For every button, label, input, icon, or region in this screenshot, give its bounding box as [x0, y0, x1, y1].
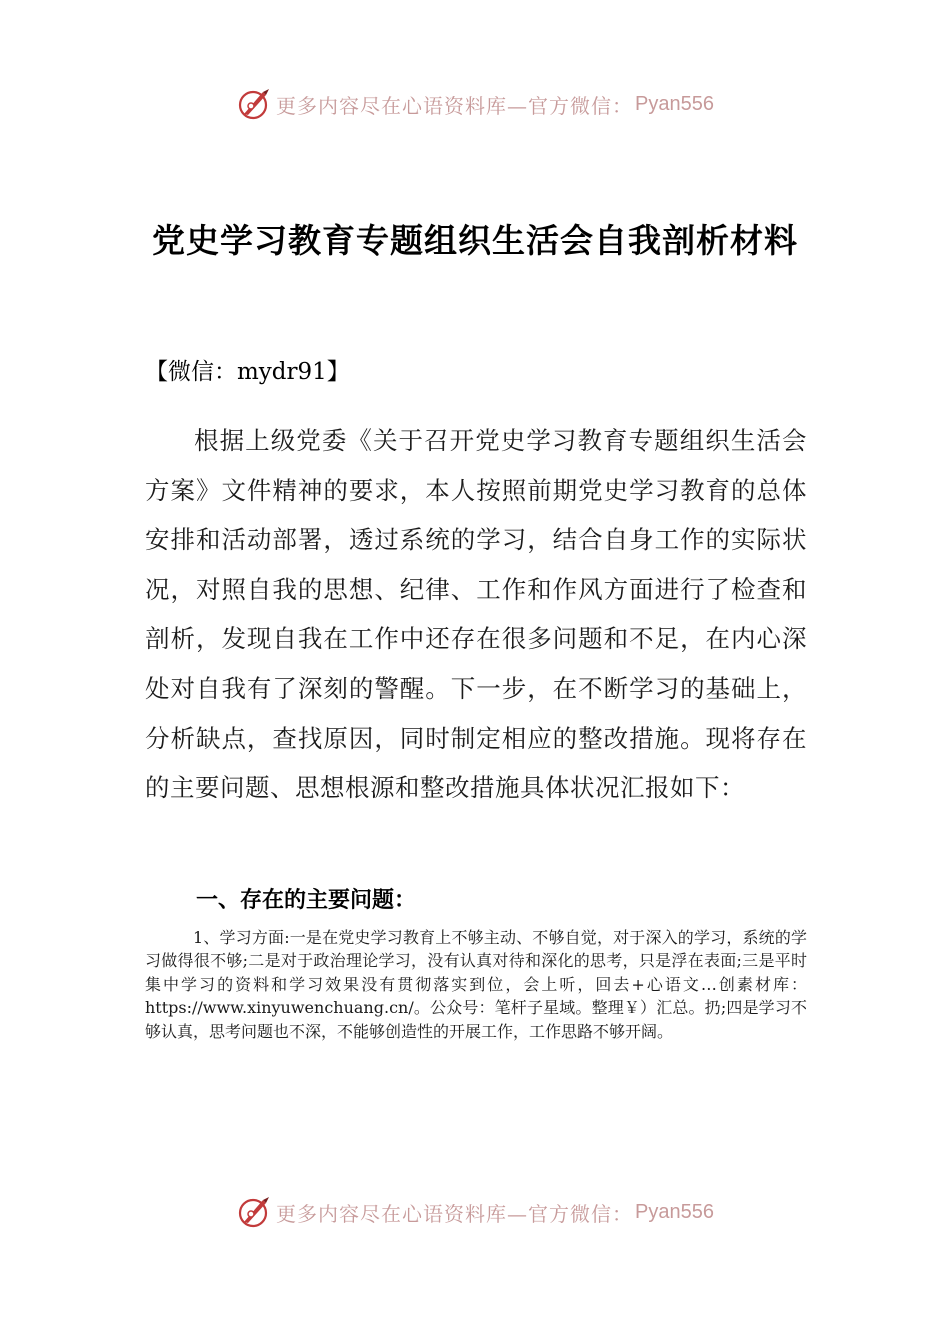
section-heading: 一、存在的主要问题：	[196, 888, 417, 913]
quill-logo-icon	[236, 86, 272, 122]
header-banner	[0, 84, 950, 124]
banner-text: 更多内容尽在心语资料库—官方微信：	[276, 93, 634, 118]
wechat-note: 【微信：mydr91】	[145, 359, 350, 385]
banner-wechat-id: Pyan556	[635, 92, 714, 115]
banner-wechat-id: Pyan556	[635, 1200, 714, 1223]
footer-banner	[0, 1192, 950, 1232]
quill-logo-icon	[236, 1194, 272, 1230]
banner-text: 更多内容尽在心语资料库—官方微信：	[276, 1201, 634, 1226]
document-title: 党史学习教育专题组织生活会自我剖析材料	[152, 221, 798, 260]
intro-paragraph: 根据上级党委《关于召开党史学习教育专题组织生活会方案》文件精神的要求，本人按照前期党史学习教育的总体安排和活动部署，透过系统的学习，结合自身工作的实际状况，对照自我的思想、纪律、工作和作风方面进行了检查和剖析，发现自我在工作中还存在很多问题和不足，在内心深处对自我有了深刻的警醒。下一步，在不断学习的基础上，分析缺点，查找原因，同时制定相应的整改措施。现将存在的主要问题、思想根源和整改措施具体状况汇报如下：	[145, 426, 807, 803]
section-paragraph: 1、学习方面:一是在党史学习教育上不够主动、不够自觉，对于深入的学习，系统的学习做得很不够;二是对于政治理论学习，没有认真对待和深化的思考，只是浮在表面;三是平时集中学习的资料和学习效果没有贯彻落实到位，会上听，回去+心语文…创素材库：https://www.xinyuwenchuang.cn/。公众号：笔杆子星域。整理￥）汇总。扔;四是学习不够认真，思考问题也不深，不能够创造性的开展工作，工作思路不够开阔。	[145, 928, 807, 1041]
